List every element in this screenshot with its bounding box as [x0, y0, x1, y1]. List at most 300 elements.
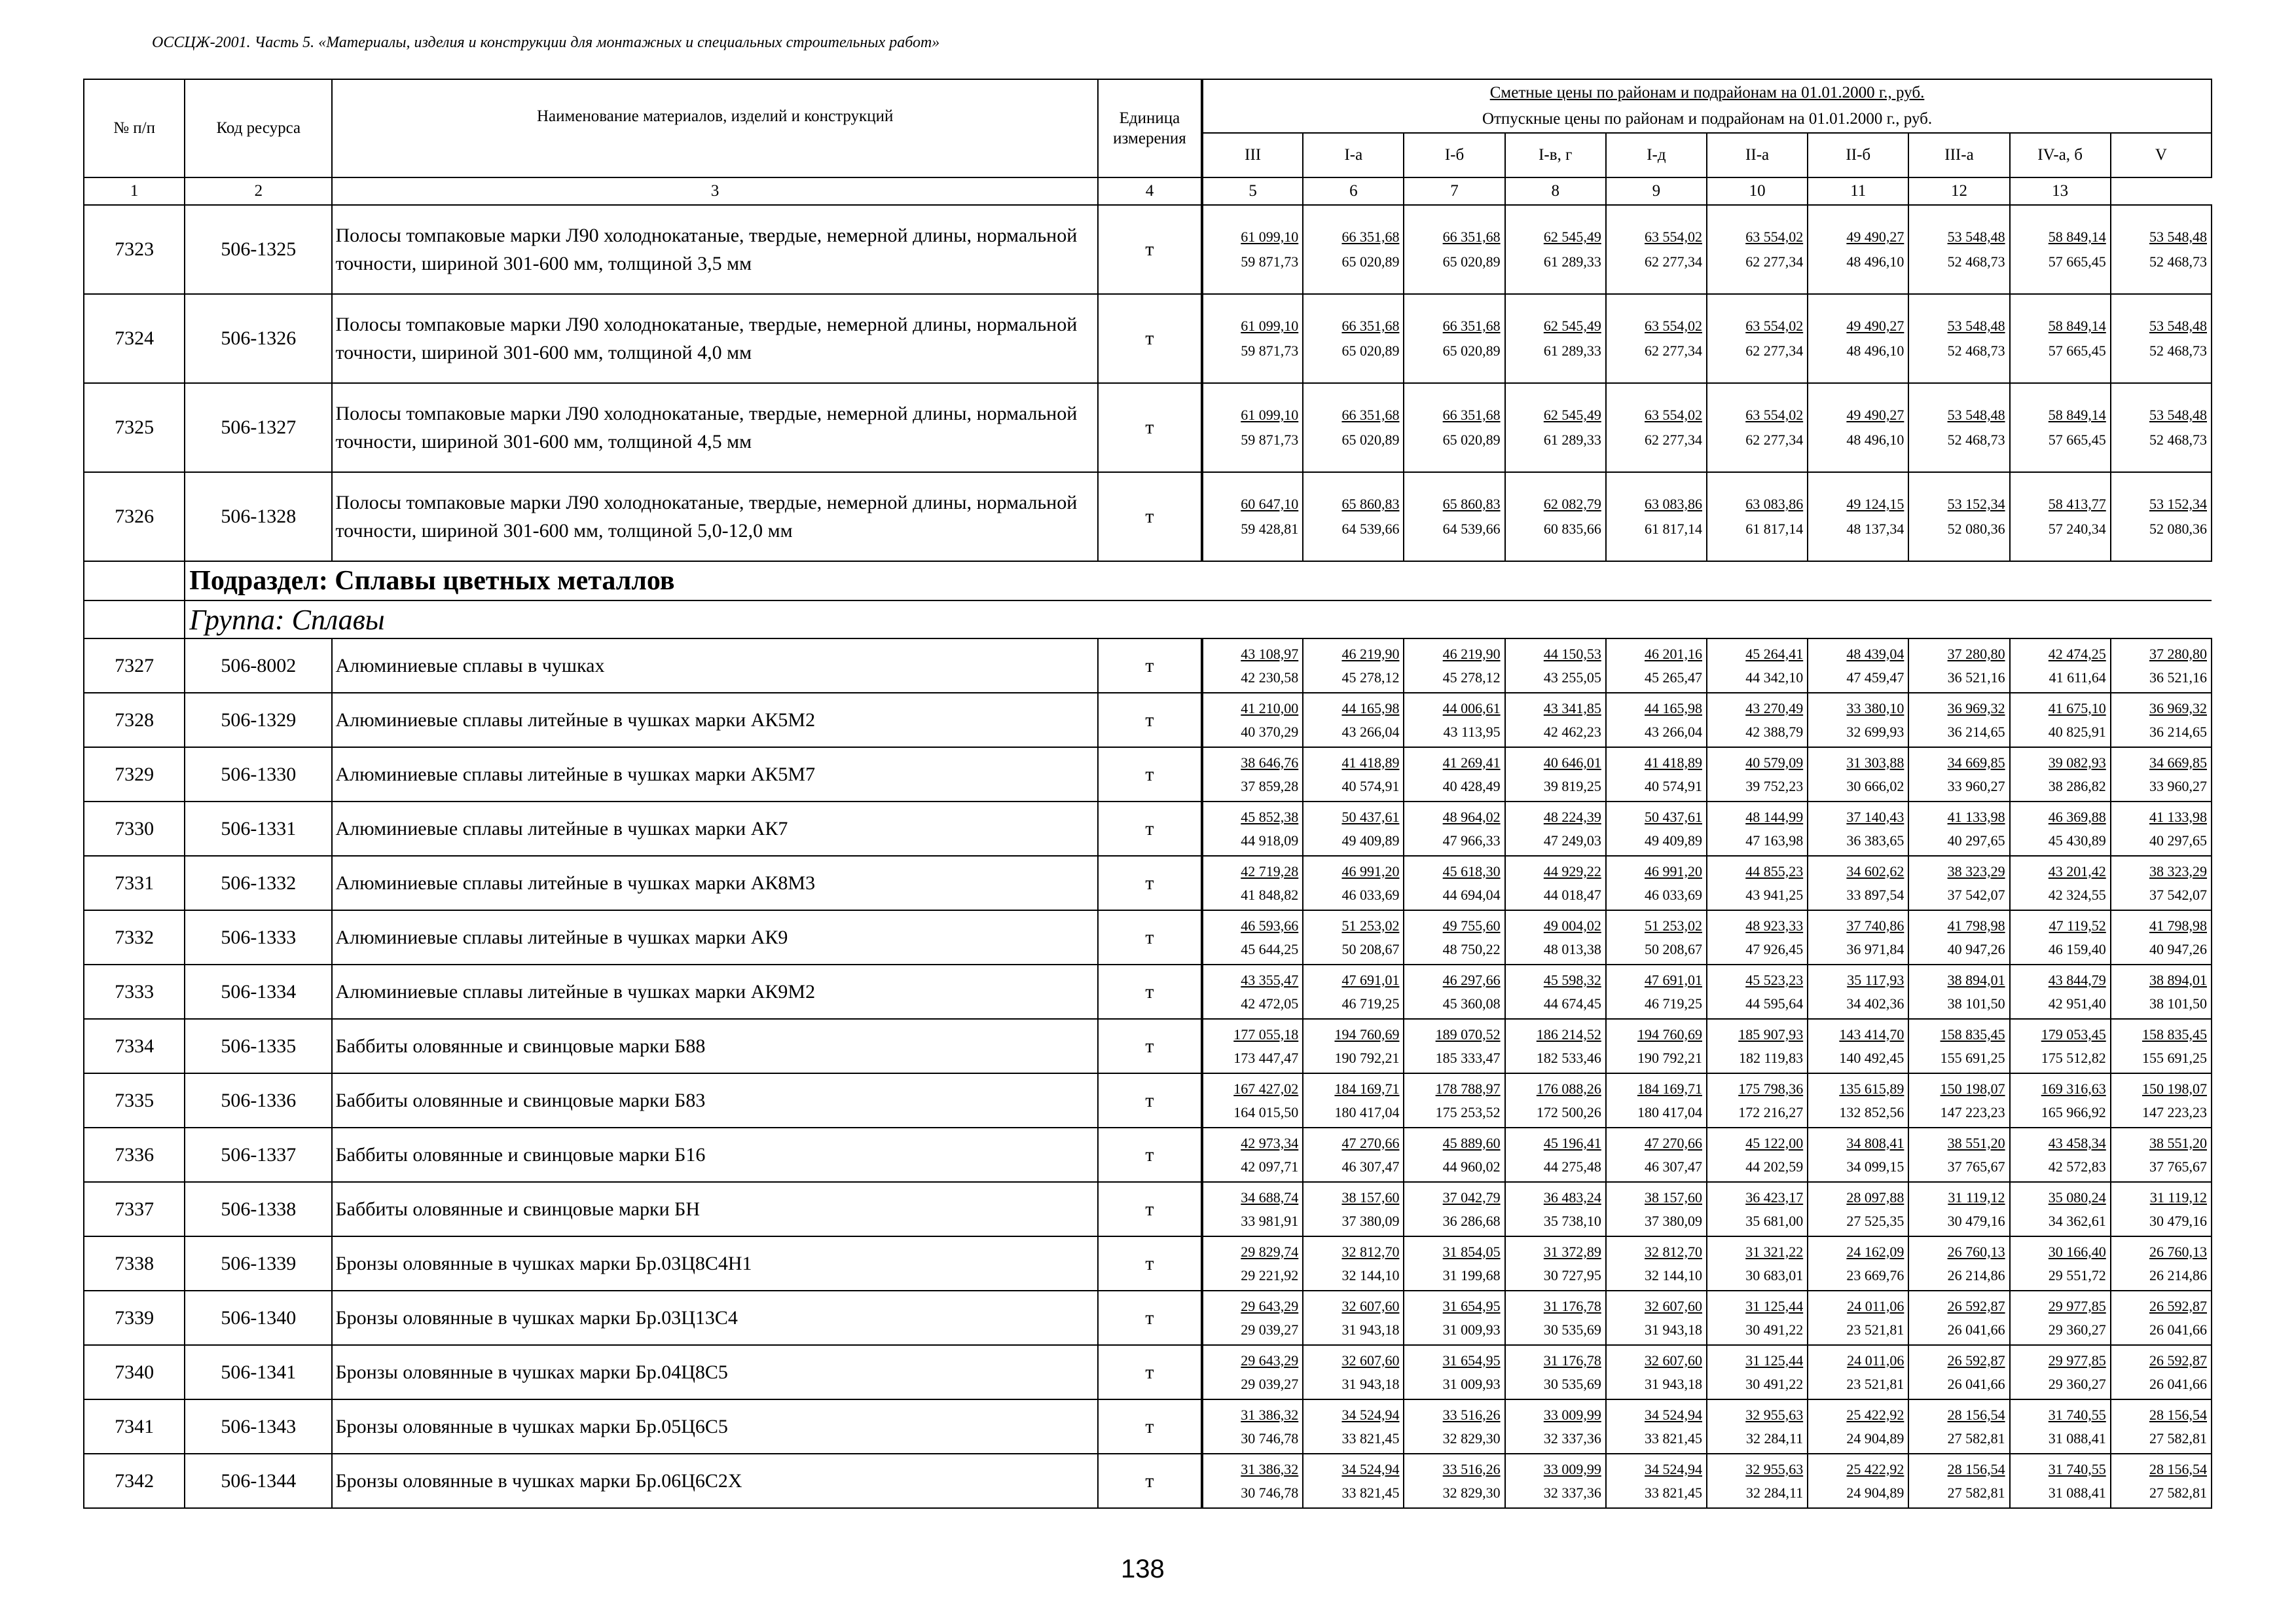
resource-code-cell: 506-1332 [185, 856, 332, 910]
estimated-price: 34 524,94 [1645, 1460, 1702, 1477]
estimated-price: 45 523,23 [1745, 971, 1804, 988]
estimated-price: 32 812,70 [1341, 1243, 1400, 1260]
material-name-cell: Алюминиевые сплавы литейные в чушках марки АК5М2 [332, 693, 1097, 747]
selling-price: 43 255,05 [1543, 669, 1601, 686]
selling-price: 31 088,41 [2048, 1430, 2106, 1447]
estimated-price: 48 224,39 [1543, 808, 1601, 825]
estimated-price: 31 372,89 [1543, 1243, 1601, 1260]
price-cell [1505, 856, 1606, 910]
resource-code-cell: 506-1338 [185, 1182, 332, 1236]
price-cell [1303, 1073, 1404, 1128]
estimated-price: 29 829,74 [1241, 1243, 1299, 1260]
estimated-price: 26 592,87 [1947, 1352, 2005, 1369]
price-cell [1202, 1236, 1303, 1291]
estimated-price: 178 788,97 [1435, 1080, 1501, 1097]
price-cell [1606, 638, 1707, 693]
price-cell [1808, 802, 1908, 856]
selling-price: 45 278,12 [1341, 669, 1400, 686]
estimated-price: 34 524,94 [1645, 1406, 1702, 1423]
estimated-price: 63 083,86 [1645, 496, 1702, 512]
selling-price: 26 214,86 [1947, 1266, 2005, 1283]
region-header-cell: I-а [1303, 133, 1404, 177]
selling-price: 172 500,26 [1536, 1103, 1601, 1120]
estimated-price: 46 297,66 [1442, 971, 1501, 988]
price-cell [1505, 638, 1606, 693]
estimated-price: 194 760,69 [1637, 1025, 1702, 1043]
column-number-cell: 8 [1505, 177, 1606, 205]
estimated-price: 31 125,44 [1745, 1352, 1804, 1369]
estimated-price: 34 524,94 [1341, 1406, 1400, 1423]
selling-price: 50 208,67 [1645, 940, 1702, 957]
estimated-price: 49 490,27 [1846, 229, 1904, 245]
estimated-price: 60 647,10 [1241, 496, 1299, 512]
region-header-cell: I-д [1606, 133, 1707, 177]
selling-price: 165 966,92 [2041, 1103, 2106, 1120]
selling-price: 33 897,54 [1846, 886, 1904, 903]
selling-price: 30 746,78 [1241, 1430, 1299, 1447]
unit-cell: т [1098, 1182, 1202, 1236]
price-cell [1707, 1236, 1808, 1291]
estimated-price: 63 554,02 [1645, 407, 1702, 423]
price-cell [1303, 1128, 1404, 1182]
estimated-price: 44 150,53 [1543, 645, 1601, 662]
estimated-price: 31 125,44 [1745, 1297, 1804, 1314]
price-cell [1808, 693, 1908, 747]
selling-price: 132 852,56 [1839, 1103, 1904, 1120]
estimated-price: 39 082,93 [2048, 754, 2106, 771]
selling-price: 33 960,27 [1947, 777, 2005, 794]
table-body-bottom [84, 638, 2212, 1508]
selling-price: 62 277,34 [1645, 342, 1702, 359]
estimated-price: 143 414,70 [1839, 1025, 1904, 1043]
resource-code-cell: 506-8002 [185, 638, 332, 693]
selling-price: 52 468,73 [1947, 342, 2005, 359]
price-cell [1202, 747, 1303, 802]
estimated-price: 47 691,01 [1645, 971, 1702, 988]
estimated-price: 184 169,71 [1637, 1080, 1702, 1097]
selling-price: 43 266,04 [1341, 723, 1400, 740]
estimated-price: 51 253,02 [1645, 917, 1702, 934]
header-prices-line2: Отпускные цены по районам и подрайонам на 01.01.2000 г., руб. [1482, 110, 1933, 128]
unit-cell: т [1098, 693, 1202, 747]
estimated-price: 34 688,74 [1241, 1189, 1299, 1206]
price-cell [1808, 638, 1908, 693]
estimated-price: 62 082,79 [1543, 496, 1601, 512]
estimated-price: 34 669,85 [1947, 754, 2005, 771]
header-prices [1202, 79, 2212, 133]
price-cell [1707, 747, 1808, 802]
material-name-cell: Алюминиевые сплавы литейные в чушках марки АК9 [332, 910, 1097, 965]
price-cell [2010, 1345, 2111, 1399]
selling-price: 61 817,14 [1645, 521, 1702, 537]
estimated-price: 169 316,63 [2041, 1080, 2106, 1097]
unit-cell: т [1098, 1128, 1202, 1182]
estimated-price: 41 269,41 [1442, 754, 1501, 771]
selling-price: 30 535,69 [1543, 1321, 1601, 1338]
selling-price: 36 971,84 [1846, 940, 1904, 957]
price-cell [1303, 1345, 1404, 1399]
selling-price: 26 041,66 [2149, 1321, 2207, 1338]
estimated-price: 38 551,20 [1947, 1134, 2005, 1151]
price-cell [2111, 747, 2212, 802]
estimated-price: 46 369,88 [2048, 808, 2106, 825]
estimated-price: 44 855,23 [1745, 862, 1804, 879]
estimated-price: 150 198,07 [2142, 1080, 2207, 1097]
price-table [83, 79, 2212, 1509]
estimated-price: 177 055,18 [1233, 1025, 1299, 1043]
selling-price: 46 033,69 [1645, 886, 1702, 903]
selling-price: 61 817,14 [1745, 521, 1804, 537]
estimated-price: 47 119,52 [2049, 917, 2106, 934]
column-number-cell: 6 [1303, 177, 1404, 205]
price-cell [1303, 1182, 1404, 1236]
price-cell [1908, 747, 2009, 802]
price-cell [1606, 747, 1707, 802]
price-cell [1303, 910, 1404, 965]
price-cell [2111, 1399, 2212, 1454]
price-cell [1707, 383, 1808, 472]
estimated-price: 167 427,02 [1233, 1080, 1299, 1097]
estimated-price: 189 070,52 [1435, 1025, 1501, 1043]
price-cell [2111, 472, 2212, 561]
estimated-price: 38 894,01 [2149, 971, 2207, 988]
estimated-price: 49 490,27 [1846, 407, 1904, 423]
price-cell [1808, 1128, 1908, 1182]
estimated-price: 31 119,12 [2149, 1189, 2207, 1206]
selling-price: 164 015,50 [1233, 1103, 1299, 1120]
resource-code-cell: 506-1325 [185, 205, 332, 294]
selling-price: 34 362,61 [2048, 1212, 2106, 1229]
estimated-price: 49 004,02 [1543, 917, 1601, 934]
selling-price: 30 666,02 [1846, 777, 1904, 794]
price-cell [2010, 693, 2111, 747]
selling-price: 23 521,81 [1846, 1321, 1904, 1338]
price-cell [1505, 1236, 1606, 1291]
selling-price: 57 665,45 [2048, 253, 2106, 270]
selling-price: 147 223,23 [1940, 1103, 2005, 1120]
selling-price: 180 417,04 [1334, 1103, 1400, 1120]
selling-price: 38 286,82 [2048, 777, 2106, 794]
resource-code-cell: 506-1344 [185, 1454, 332, 1508]
unit-cell: т [1098, 747, 1202, 802]
price-cell [1202, 1291, 1303, 1345]
estimated-price: 37 280,80 [1947, 645, 2005, 662]
price-cell [1808, 1345, 1908, 1399]
estimated-price: 53 152,34 [2149, 496, 2207, 512]
estimated-price: 186 214,52 [1536, 1025, 1601, 1043]
estimated-price: 63 083,86 [1745, 496, 1804, 512]
price-cell [1202, 638, 1303, 693]
section-title: Подраздел: Сплавы цветных металлов [185, 561, 2212, 600]
material-name-cell: Бронзы оловянные в чушках марки Бр.06Ц6С2Х [332, 1454, 1097, 1508]
selling-price: 46 719,25 [1341, 995, 1400, 1012]
estimated-price: 62 545,49 [1543, 229, 1601, 245]
price-cell [1303, 1399, 1404, 1454]
estimated-price: 24 162,09 [1846, 1243, 1904, 1260]
price-cell [2111, 802, 2212, 856]
selling-price: 46 307,47 [1645, 1158, 1702, 1175]
estimated-price: 43 341,85 [1543, 699, 1601, 716]
estimated-price: 43 201,42 [2048, 862, 2106, 879]
unit-cell: т [1098, 1345, 1202, 1399]
selling-price: 29 221,92 [1241, 1266, 1299, 1283]
resource-code-cell: 506-1330 [185, 747, 332, 802]
resource-code-cell: 506-1334 [185, 965, 332, 1019]
selling-price: 65 020,89 [1442, 253, 1501, 270]
estimated-price: 58 849,14 [2048, 229, 2106, 245]
estimated-price: 46 991,20 [1645, 862, 1702, 879]
selling-price: 32 337,36 [1543, 1484, 1601, 1501]
estimated-price: 44 165,98 [1341, 699, 1400, 716]
selling-price: 42 388,79 [1745, 723, 1804, 740]
price-cell [1303, 856, 1404, 910]
table-row [84, 1073, 2212, 1128]
estimated-price: 38 157,60 [1341, 1189, 1400, 1206]
selling-price: 155 691,25 [1940, 1049, 2005, 1066]
price-cell [1404, 638, 1504, 693]
price-cell [1202, 856, 1303, 910]
price-cell [2010, 472, 2111, 561]
estimated-price: 158 835,45 [1940, 1025, 2005, 1043]
price-cell [1303, 638, 1404, 693]
selling-price: 47 926,45 [1745, 940, 1804, 957]
price-cell [1404, 910, 1504, 965]
price-cell [1202, 910, 1303, 965]
selling-price: 26 214,86 [2149, 1266, 2207, 1283]
selling-price: 65 020,89 [1341, 432, 1400, 448]
selling-price: 182 533,46 [1536, 1049, 1601, 1066]
estimated-price: 43 355,47 [1241, 971, 1299, 988]
estimated-price: 58 849,14 [2048, 318, 2106, 334]
price-cell [1505, 1128, 1606, 1182]
estimated-price: 65 860,83 [1442, 496, 1501, 512]
selling-price: 62 277,34 [1645, 253, 1702, 270]
selling-price: 40 574,91 [1645, 777, 1702, 794]
price-cell [1606, 1128, 1707, 1182]
price-cell [1303, 1019, 1404, 1073]
estimated-price: 45 598,32 [1543, 971, 1601, 988]
price-cell [1908, 965, 2009, 1019]
estimated-price: 36 483,24 [1543, 1189, 1601, 1206]
row-number-cell: 7338 [84, 1236, 185, 1291]
price-cell [1908, 1345, 2009, 1399]
estimated-price: 33 009,99 [1543, 1406, 1601, 1423]
selling-price: 31 943,18 [1645, 1375, 1702, 1392]
header-no: № п/п [84, 79, 185, 177]
table-row [84, 965, 2212, 1019]
row-number-cell: 7324 [84, 294, 185, 383]
price-cell [1707, 802, 1808, 856]
table-row [84, 693, 2212, 747]
estimated-price: 29 977,85 [2048, 1352, 2106, 1369]
selling-price: 32 337,36 [1543, 1430, 1601, 1447]
estimated-price: 45 196,41 [1543, 1134, 1601, 1151]
resource-code-cell: 506-1335 [185, 1019, 332, 1073]
selling-price: 45 265,47 [1645, 669, 1702, 686]
column-number-cell: 2 [185, 177, 332, 205]
material-name-cell: Баббиты оловянные и свинцовые марки Б83 [332, 1073, 1097, 1128]
table-row [84, 1182, 2212, 1236]
selling-price: 40 428,49 [1442, 777, 1501, 794]
estimated-price: 46 219,90 [1341, 645, 1400, 662]
selling-price: 33 821,45 [1341, 1430, 1400, 1447]
selling-price: 27 582,81 [1947, 1430, 2005, 1447]
price-cell [2010, 802, 2111, 856]
price-cell [1808, 747, 1908, 802]
section-blank-cell [84, 561, 185, 600]
selling-price: 46 033,69 [1341, 886, 1400, 903]
estimated-price: 63 554,02 [1645, 318, 1702, 334]
selling-price: 35 738,10 [1543, 1212, 1601, 1229]
estimated-price: 58 849,14 [2048, 407, 2106, 423]
row-number-cell: 7336 [84, 1128, 185, 1182]
selling-price: 33 960,27 [2149, 777, 2207, 794]
estimated-price: 32 607,60 [1341, 1297, 1400, 1314]
material-name-cell: Полосы томпаковые марки Л90 холоднокатаные, твердые, немерной длины, нормальной точности, шириной 301-600 мм, толщиной 5,0-12,0 мм [332, 472, 1097, 561]
price-cell [2111, 1019, 2212, 1073]
estimated-price: 34 808,41 [1846, 1134, 1904, 1151]
estimated-price: 31 176,78 [1543, 1352, 1601, 1369]
estimated-price: 26 592,87 [2149, 1297, 2207, 1314]
unit-cell: т [1098, 1019, 1202, 1073]
price-cell [1908, 205, 2009, 294]
estimated-price: 66 351,68 [1442, 407, 1501, 423]
selling-price: 52 468,73 [1947, 432, 2005, 448]
selling-price: 30 727,95 [1543, 1266, 1601, 1283]
selling-price: 48 496,10 [1846, 253, 1904, 270]
estimated-price: 135 615,89 [1839, 1080, 1904, 1097]
price-cell [1202, 1073, 1303, 1128]
estimated-price: 26 760,13 [2149, 1243, 2207, 1260]
estimated-price: 45 618,30 [1442, 862, 1501, 879]
estimated-price: 38 646,76 [1241, 754, 1299, 771]
row-number-cell: 7325 [84, 383, 185, 472]
row-number-cell: 7332 [84, 910, 185, 965]
table-row [84, 1454, 2212, 1508]
selling-price: 23 521,81 [1846, 1375, 1904, 1392]
selling-price: 44 018,47 [1543, 886, 1601, 903]
price-cell [1908, 1399, 2009, 1454]
group-blank-cell [84, 600, 185, 638]
selling-price: 37 380,09 [1341, 1212, 1400, 1229]
selling-price: 40 370,29 [1241, 723, 1299, 740]
estimated-price: 53 152,34 [1947, 496, 2005, 512]
price-cell [1202, 205, 1303, 294]
selling-price: 29 360,27 [2048, 1375, 2106, 1392]
estimated-price: 47 270,66 [1341, 1134, 1400, 1151]
estimated-price: 42 474,25 [2048, 645, 2106, 662]
selling-price: 32 699,93 [1846, 723, 1904, 740]
price-cell [2111, 294, 2212, 383]
selling-price: 52 080,36 [2149, 521, 2207, 537]
estimated-price: 37 140,43 [1846, 808, 1904, 825]
price-cell [2010, 383, 2111, 472]
estimated-price: 46 991,20 [1341, 862, 1400, 879]
price-cell [1606, 472, 1707, 561]
estimated-price: 37 740,86 [1846, 917, 1904, 934]
selling-price: 36 214,65 [2149, 723, 2207, 740]
selling-price: 190 792,21 [1334, 1049, 1400, 1066]
price-cell [1707, 1128, 1808, 1182]
price-cell [1404, 1454, 1504, 1508]
unit-cell: т [1098, 638, 1202, 693]
unit-cell: т [1098, 1399, 1202, 1454]
selling-price: 59 428,81 [1241, 521, 1299, 537]
estimated-price: 49 755,60 [1442, 917, 1501, 934]
selling-price: 33 821,45 [1645, 1430, 1702, 1447]
table-row [84, 1128, 2212, 1182]
estimated-price: 31 321,22 [1745, 1243, 1804, 1260]
selling-price: 38 101,50 [1947, 995, 2005, 1012]
price-cell [1505, 472, 1606, 561]
selling-price: 48 496,10 [1846, 342, 1904, 359]
estimated-price: 45 852,38 [1241, 808, 1299, 825]
price-cell [1303, 383, 1404, 472]
selling-price: 40 947,26 [1947, 940, 2005, 957]
estimated-price: 45 264,41 [1745, 645, 1804, 662]
estimated-price: 31 740,55 [2048, 1406, 2106, 1423]
price-cell [1404, 472, 1504, 561]
material-name-cell: Баббиты оловянные и свинцовые марки Б88 [332, 1019, 1097, 1073]
estimated-price: 34 669,85 [2149, 754, 2207, 771]
selling-price: 61 289,33 [1543, 253, 1601, 270]
estimated-price: 31 654,95 [1442, 1297, 1501, 1314]
table-row [84, 1345, 2212, 1399]
estimated-price: 62 545,49 [1543, 407, 1601, 423]
region-header-cell: V [2111, 133, 2212, 177]
selling-price: 180 417,04 [1637, 1103, 1702, 1120]
price-cell [2111, 1291, 2212, 1345]
unit-cell: т [1098, 294, 1202, 383]
price-cell [1505, 205, 1606, 294]
estimated-price: 41 418,89 [1645, 754, 1702, 771]
price-cell [1202, 1345, 1303, 1399]
selling-price: 42 462,23 [1543, 723, 1601, 740]
price-cell [1606, 1345, 1707, 1399]
price-cell [2010, 910, 2111, 965]
estimated-price: 51 253,02 [1341, 917, 1400, 934]
price-cell [1808, 1236, 1908, 1291]
selling-price: 33 981,91 [1241, 1212, 1299, 1229]
row-number-cell: 7327 [84, 638, 185, 693]
estimated-price: 36 969,32 [2149, 699, 2207, 716]
selling-price: 42 572,83 [2048, 1158, 2106, 1175]
price-cell [1908, 1073, 2009, 1128]
estimated-price: 41 798,98 [1947, 917, 2005, 934]
price-cell [1505, 965, 1606, 1019]
row-number-cell: 7323 [84, 205, 185, 294]
selling-price: 34 099,15 [1846, 1158, 1904, 1175]
price-cell [1808, 294, 1908, 383]
price-cell [1606, 205, 1707, 294]
selling-price: 45 430,89 [2048, 832, 2106, 849]
table-row [84, 856, 2212, 910]
estimated-price: 46 219,90 [1442, 645, 1501, 662]
price-cell [1908, 1019, 2009, 1073]
estimated-price: 50 437,61 [1341, 808, 1400, 825]
selling-price: 24 904,89 [1846, 1430, 1904, 1447]
price-cell [1707, 1073, 1808, 1128]
estimated-price: 63 554,02 [1645, 229, 1702, 245]
column-number-cell: 4 [1098, 177, 1202, 205]
estimated-price: 176 088,26 [1536, 1080, 1601, 1097]
price-cell [1404, 205, 1504, 294]
selling-price: 52 468,73 [2149, 342, 2207, 359]
material-name-cell: Алюминиевые сплавы в чушках [332, 638, 1097, 693]
price-cell [1707, 1454, 1808, 1508]
header-prices-line1: Сметные цены по районам и подрайонам на 01.01.2000 г., руб. [1489, 84, 1925, 101]
column-number-cell: 13 [2010, 177, 2111, 205]
